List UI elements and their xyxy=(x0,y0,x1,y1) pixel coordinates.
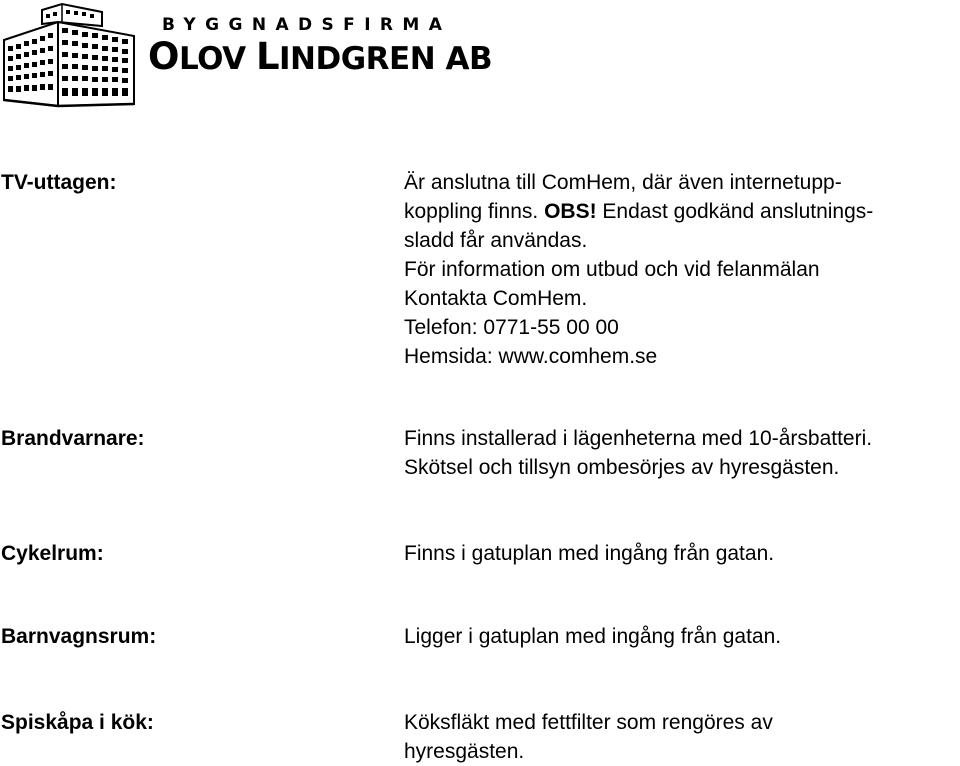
company-word-lov: LOV xyxy=(178,41,246,77)
pram-room-value xyxy=(404,622,781,651)
smoke-detector-line-2: Skötsel och tillsyn ombesörjes av hyresgästen. xyxy=(404,456,840,479)
company-tagline: BYGGNADSFIRMA xyxy=(162,15,452,35)
bike-room-label: Cykelrum: xyxy=(1,542,104,565)
tv-line-5: Kontakta ComHem. xyxy=(404,287,588,310)
pram-room-line-1: Ligger i gatuplan med ingång från gatan. xyxy=(404,625,782,648)
cooker-hood-line-2: hyresgästen. xyxy=(404,740,525,763)
smoke-detector-label: Brandvarnare: xyxy=(1,427,145,450)
tv-line-3: sladd får användas. xyxy=(404,229,588,252)
tv-line-4: För information om utbud och vid felanmälan xyxy=(404,258,820,281)
pram-room-label: Barnvagnsrum: xyxy=(1,625,157,648)
company-suffix: AB xyxy=(445,41,493,77)
tv-label: TV-uttagen: xyxy=(1,171,117,194)
building-icon xyxy=(2,2,136,108)
company-word-indgren: INDGREN xyxy=(279,41,436,77)
cooker-hood-value xyxy=(404,708,773,766)
cooker-hood-line-1: Köksfläkt med fettfilter som rengöres av xyxy=(404,711,773,734)
bike-room-value xyxy=(404,539,774,568)
tv-line-1: Är anslutna till ComHem, där även internetupp- xyxy=(404,171,842,194)
tv-line-7: Hemsida: www.comhem.se xyxy=(404,345,658,368)
tv-line-6: Telefon: 0771-55 00 00 xyxy=(404,316,619,339)
cooker-hood-label: Spiskåpa i kök: xyxy=(1,711,154,734)
company-initial-o: O xyxy=(148,35,179,78)
smoke-detector-value xyxy=(404,424,872,482)
tv-line-2-before: koppling finns. xyxy=(404,200,545,223)
company-name xyxy=(148,35,493,78)
obs-notice: OBS! xyxy=(544,200,597,223)
smoke-detector-line-1: Finns installerad i lägenheterna med 10-årsbatteri. xyxy=(404,427,873,450)
bike-room-line-1: Finns i gatuplan med ingång från gatan. xyxy=(404,542,775,565)
tv-line-2 xyxy=(404,197,873,226)
tv-line-2-after: Endast godkänd anslutnings- xyxy=(596,200,874,223)
company-initial-l: L xyxy=(255,35,280,78)
tv-value xyxy=(404,168,873,371)
